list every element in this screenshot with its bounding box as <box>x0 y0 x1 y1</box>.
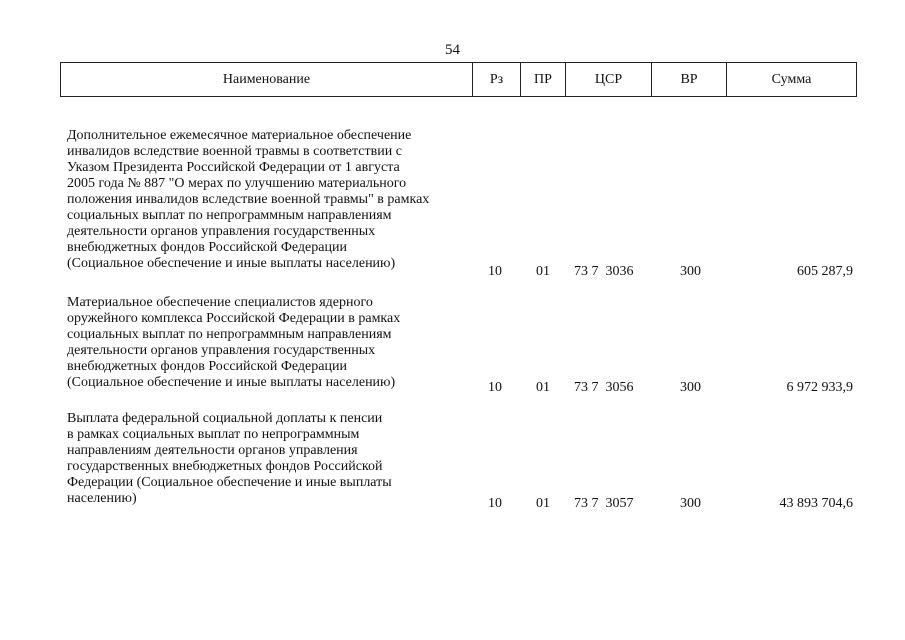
row-name: Дополнительное ежемесячное материальное обеспечение инвалидов вследствие военной травмы в соответствии с Указом Президента Российской Федерации от 1 августа 2005 года № 887 "О мерах по улучшению материального положения инвалидов вследствие военной травмы" в рамках социальных выплат по непрограммным направлениям деятельности органов управления государственных внебюджетных фондов Российской Федерации (Социальное обеспечение и иные выплаты населению) <box>67 128 430 271</box>
header-name: Наименование <box>61 63 473 97</box>
table-row <box>0 295 905 396</box>
row-vr: 300 <box>680 496 701 511</box>
row-pr: 01 <box>536 496 550 511</box>
row-pr: 01 <box>536 380 550 395</box>
header-pr: ПР <box>521 63 566 97</box>
row-name: Материальное обеспечение специалистов ядерного оружейного комплекса Российской Федерации в рамках социальных выплат по непрограммным направлениям деятельности органов управления государственных внебюджетных фондов Российской Федерации (Социальное обеспечение и иные выплаты населению) <box>67 295 401 390</box>
table-row <box>0 128 905 280</box>
row-rz: 10 <box>488 380 502 395</box>
row-vr: 300 <box>680 380 701 395</box>
row-vr: 300 <box>680 264 701 279</box>
page-number: 54 <box>445 42 460 58</box>
header-rz: Рз <box>473 63 521 97</box>
row-csr: 73 7 3036 <box>574 264 634 279</box>
header-sum: Сумма <box>727 63 857 97</box>
header-row <box>61 63 857 97</box>
header-csr: ЦСР <box>566 63 652 97</box>
row-pr: 01 <box>536 264 550 279</box>
row-csr: 73 7 3057 <box>574 496 634 511</box>
row-csr: 73 7 3056 <box>574 380 634 395</box>
row-rz: 10 <box>488 496 502 511</box>
row-sum: 6 972 933,9 <box>786 380 853 395</box>
column-header-table <box>60 62 857 97</box>
table-row <box>0 411 905 512</box>
row-name: Выплата федеральной социальной доплаты к пенсии в рамках социальных выплат по непрограммным направлениям деятельности органов управления государственных внебюджетных фондов Российской Федерации (Социальное обеспечение и иные выплаты населению) <box>67 411 392 506</box>
row-rz: 10 <box>488 264 502 279</box>
row-sum: 605 287,9 <box>797 264 853 279</box>
row-sum: 43 893 704,6 <box>779 496 853 511</box>
header-vr: ВР <box>652 63 727 97</box>
